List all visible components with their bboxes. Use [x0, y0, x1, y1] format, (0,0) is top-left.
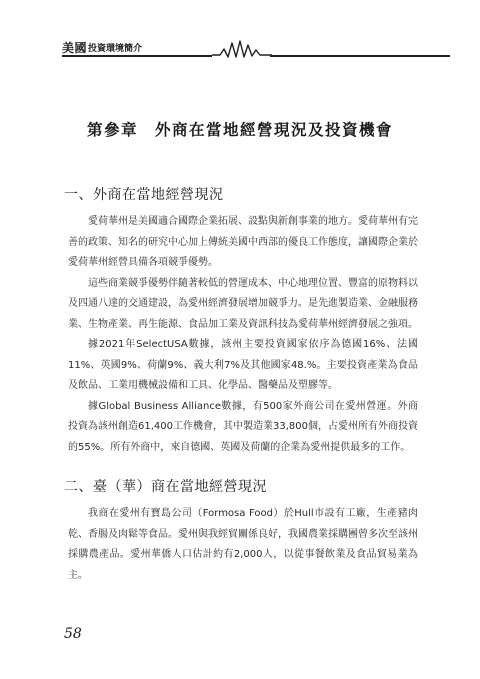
- paragraph: 據2021年SelectUSA數據，該州主要投資國家依序為德國16%、法國11%、英國9%、荷蘭9%、義大利7%及其他國家48.%。主要投資產業為食品及飲品、工業用機械設備和工具、化學品、醫藥品及塑膠等。: [68, 339, 418, 391]
- running-header-title-sub: 投資環境簡介: [88, 44, 143, 54]
- page-number: 58: [64, 626, 82, 642]
- section-body-taiwanese-business: [68, 504, 418, 586]
- paragraph: 我商在愛州有寶島公司（Formosa Food）於Hull市設有工廠，生產豬肉乾、香腸及肉鬆等食品。愛州與我經貿關係良好，我國農業採購團曾多次至該州採購農產品。愛州華僑人口估計約有2,000人，以從事餐飲業及食品貿易業為主。: [68, 508, 418, 581]
- header-rule-left: [62, 55, 212, 57]
- running-header: [0, 0, 480, 70]
- section-body-foreign-business: [68, 212, 418, 458]
- paragraph: 這些商業競爭優勢伴隨著較低的營運成本、中心地理位置、豐富的原物料以及四通八達的交通建設，為愛州經濟發展增加競爭力。是先進製造業、金融服務業、生物產業、再生能源、食品加工業及資訊科技為愛荷華州經濟發展之強項。: [68, 277, 418, 330]
- paragraph: 據Global Business Alliance數據，有500家外商公司在愛州營運。外商投資為該州創造61,400工作機會，其中製造業33,800個，占愛州所有外商投資的55%。所有外商中，來自德國、英國及荷蘭的企業為愛州提供最多的工作。: [68, 400, 418, 453]
- paragraph: 愛荷華州是美國適合國際企業拓展、設點與新創事業的地方。愛荷華州有完善的政策、知名的研究中心加上傳統美國中西部的優良工作態度，讓國際企業於愛荷華州經營具備各項競爭優勢。: [68, 216, 418, 268]
- chapter-title: 第參章 外商在當地經營現況及投資機會: [86, 120, 393, 139]
- header-rule-right: [270, 55, 450, 57]
- running-header-title: [62, 39, 142, 55]
- section-heading-taiwanese-business: 二、臺（華）商在當地經營現況: [64, 479, 267, 495]
- section-heading-foreign-business: 一、外商在當地經營現況: [64, 187, 224, 203]
- header-wave-ornament: [212, 38, 272, 60]
- running-header-title-main: 美國: [62, 41, 88, 55]
